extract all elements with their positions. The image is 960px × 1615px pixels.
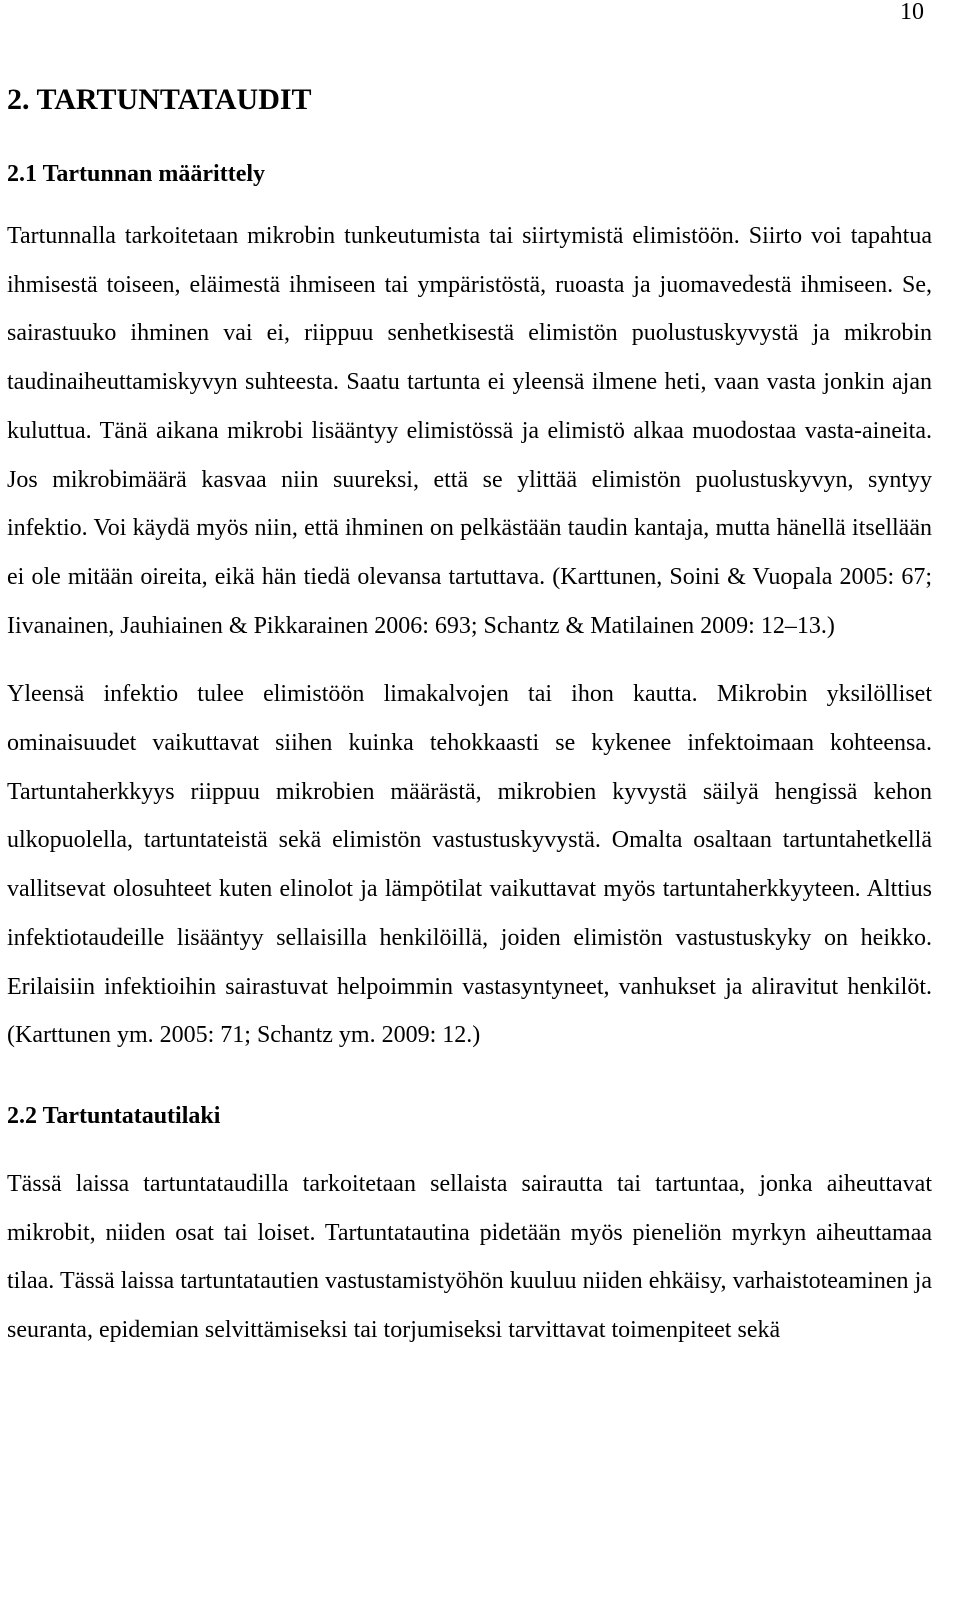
section-heading-2-1: 2.1 Tartunnan määrittely: [7, 161, 266, 187]
document-body: [7, 78, 932, 1355]
paragraph: Yleensä infektio tulee elimistöön limakalvojen tai ihon kautta. Mikrobin yksilölliset ominaisuudet vaikuttavat siihen kuinka tehokkaasti se kykenee infektoimaan kohteensa. Tartuntaherkkyys riippuu mikrobien määrästä, mikrobien kyvystä säilyä hengissä kehon ulkopuolella, tartuntateistä sekä elimistön vastustuskyvystä. Omalta osaltaan tartuntahetkellä vallitsevat olosuhteet kuten elinolot ja lämpötilat vaikuttavat myös tartuntaherkkyyteen. Alttius infektiotaudeille lisääntyy sellaisilla henkilöillä, joiden elimistön vastustuskyky on heikko. Erilaisiin infektioihin sairastuvat helpoimmin vastasyntyneet, vanhukset ja aliravitut henkilöt. (Karttunen ym. 2005: 71; Schantz ym. 2009: 12.): [7, 681, 932, 1049]
section-heading-2-2: 2.2 Tartuntatautilaki: [7, 1102, 221, 1129]
paragraph: Tässä laissa tartuntataudilla tarkoitetaan sellaista sairautta tai tartuntaa, jonka aiheuttavat mikrobit, niiden osat tai loiset. Tartuntatautina pidetään myös pieneliön myrkyn aiheuttamaa tilaa. Tässä laissa tartuntatautien vastustamistyöhön kuuluu niiden ehkäisy, varhaistoteaminen ja seuranta, epidemian selvittämiseksi tai torjumiseksi tarvittavat toimenpiteet sekä: [7, 1170, 932, 1344]
chapter-title: 2. TARTUNTATAUDIT: [7, 83, 312, 116]
page-number: 10: [900, 0, 924, 25]
paragraph: Tartunnalla tarkoitetaan mikrobin tunkeutumista tai siirtymistä elimistöön. Siirto voi tapahtua ihmisestä toiseen, eläimestä ihmiseen tai ympäristöstä, ruoasta ja juomavedestä ihmiseen. Se, sairastuuko ihminen vai ei, riippuu senhetkisestä elimistön puolustuskyvystä ja mikrobin taudinaiheuttamiskyvyn suhteesta. Saatu tartunta ei yleensä ilmene heti, vaan vasta jonkin ajan kuluttua. Tänä aikana mikrobi lisääntyy elimistössä ja elimistö alkaa muodostaa vasta-aineita. Jos mikrobimäärä kasvaa niin suureksi, että se ylittää elimistön puolustuskyvyn, syntyy infektio. Voi käydä myös niin, että ihminen on pelkästään taudin kantaja, mutta hänellä itsellään ei ole mitään oireita, eikä hän tiedä olevansa tartuttava. (Karttunen, Soini & Vuopala 2005: 67; Iivanainen, Jauhiainen & Pikkarainen 2006: 693; Schantz & Matilainen 2009: 12–13.): [7, 223, 932, 639]
